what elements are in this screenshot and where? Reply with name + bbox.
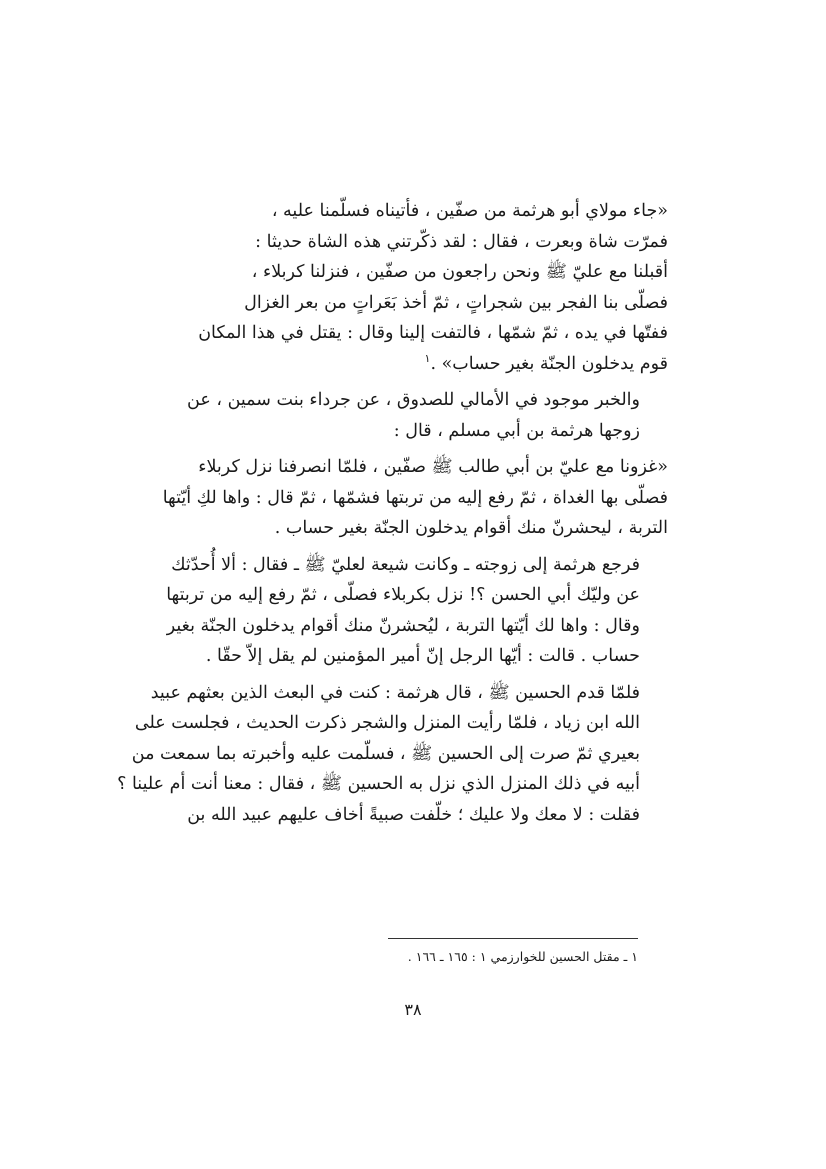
text-line: بعيري ثمّ صرت إلى الحسين ﷺ ، فسلّمت عليه وأخبرته بما سمعت من: [131, 743, 640, 764]
text-line: وقال : واها لك أيّتها التربة ، ليُحشرنّ منك أقوام يدخلون الجنّة بغير: [166, 615, 640, 636]
text-line: حساب . قالت : أيّها الرجل إنّ أمير المؤمنين لم يقل إلاّ حقّا .: [205, 646, 640, 666]
text-line: [160, 349, 668, 380]
footnote: ١ ـ مقتل الحسين للخوارزمي ١ : ١٦٥ ـ ١٦٦ .: [407, 949, 638, 964]
text-line: فصلّى بها الغداة ، ثمّ رفع إليه من تربتها فشمّها ، ثمّ قال : واها لكِ أيّتها: [162, 487, 668, 508]
text-line: عن وليّك أبي الحسن ؟! نزل بكربلاء فصلّى ، ثمّ رفع إليه من تربتها: [166, 585, 640, 605]
text-line: زوجها هرثمة بن أبي مسلم ، قال :: [393, 420, 640, 441]
text-line: فمرّت شاة وبعرت ، فقال : لقد ذكّرتني هذه الشاة حديثا :: [255, 231, 668, 252]
paragraph-2: [160, 385, 668, 446]
text-line: فرجع هرثمة إلى زوجته ـ وكانت شيعة لعليّ ﷺ ـ فقال : ألا أُحدّثك: [171, 554, 640, 575]
text-line: الله ابن زياد ، فلمّا رأيت المنزل والشجر ذكرت الحديث ، فجلست على: [134, 713, 640, 733]
body-text: [117, 196, 668, 836]
paragraph-1: [160, 196, 668, 379]
text-line: أقبلنا مع عليّ ﷺ ونحن راجعون من صفّين ، فنزلنا كربلاء ،: [251, 262, 668, 282]
text-line: ففتّها في يده ، ثمّ شمّها ، فالتفت إلينا وقال : يقتل في هذا المكان: [198, 323, 668, 343]
text-line: فلمّا قدم الحسين ﷺ ، قال هرثمة : كنت في البعث الذين بعثهم عبيد: [150, 682, 640, 703]
text-line-content: قوم يدخلون الجنّة بغير حساب» .: [430, 353, 668, 374]
paragraph-3: [160, 452, 668, 544]
text-line: أبيه في ذلك المنزل الذي نزل به الحسين ﷺ ، فقال : معنا أنت أم علينا ؟: [117, 774, 640, 794]
text-line: «جاء مولاي أبو هرثمة من صفّين ، فأتيناه فسلّمنا عليه ،: [271, 201, 668, 221]
page-number: ٣٨: [404, 1000, 422, 1019]
paragraph-4: [160, 550, 668, 672]
text-line: فصلّى بنا الفجر بين شجراتٍ ، ثمّ أخذ بَعَراتٍ من بعر الغزال: [244, 292, 668, 313]
paragraph-5: [117, 678, 668, 831]
text-line: والخبر موجود في الأمالي للصدوق ، عن جرداء بنت سمين ، عن: [187, 390, 640, 410]
text-line: فقلت : لا معك ولا عليك ؛ خلّفت صبيةً أخاف عليهم عبيد الله بن: [187, 804, 640, 825]
text-line: «غزونا مع عليّ بن أبي طالب ﷺ صفّين ، فلمّا انصرفنا نزل كربلاء: [198, 457, 668, 477]
text-line: التربة ، ليحشرنّ منك أقوام يدخلون الجنّة بغير حساب .: [274, 518, 668, 538]
footnote-divider: [388, 938, 638, 939]
footnote-marker[interactable]: ١: [424, 351, 431, 365]
